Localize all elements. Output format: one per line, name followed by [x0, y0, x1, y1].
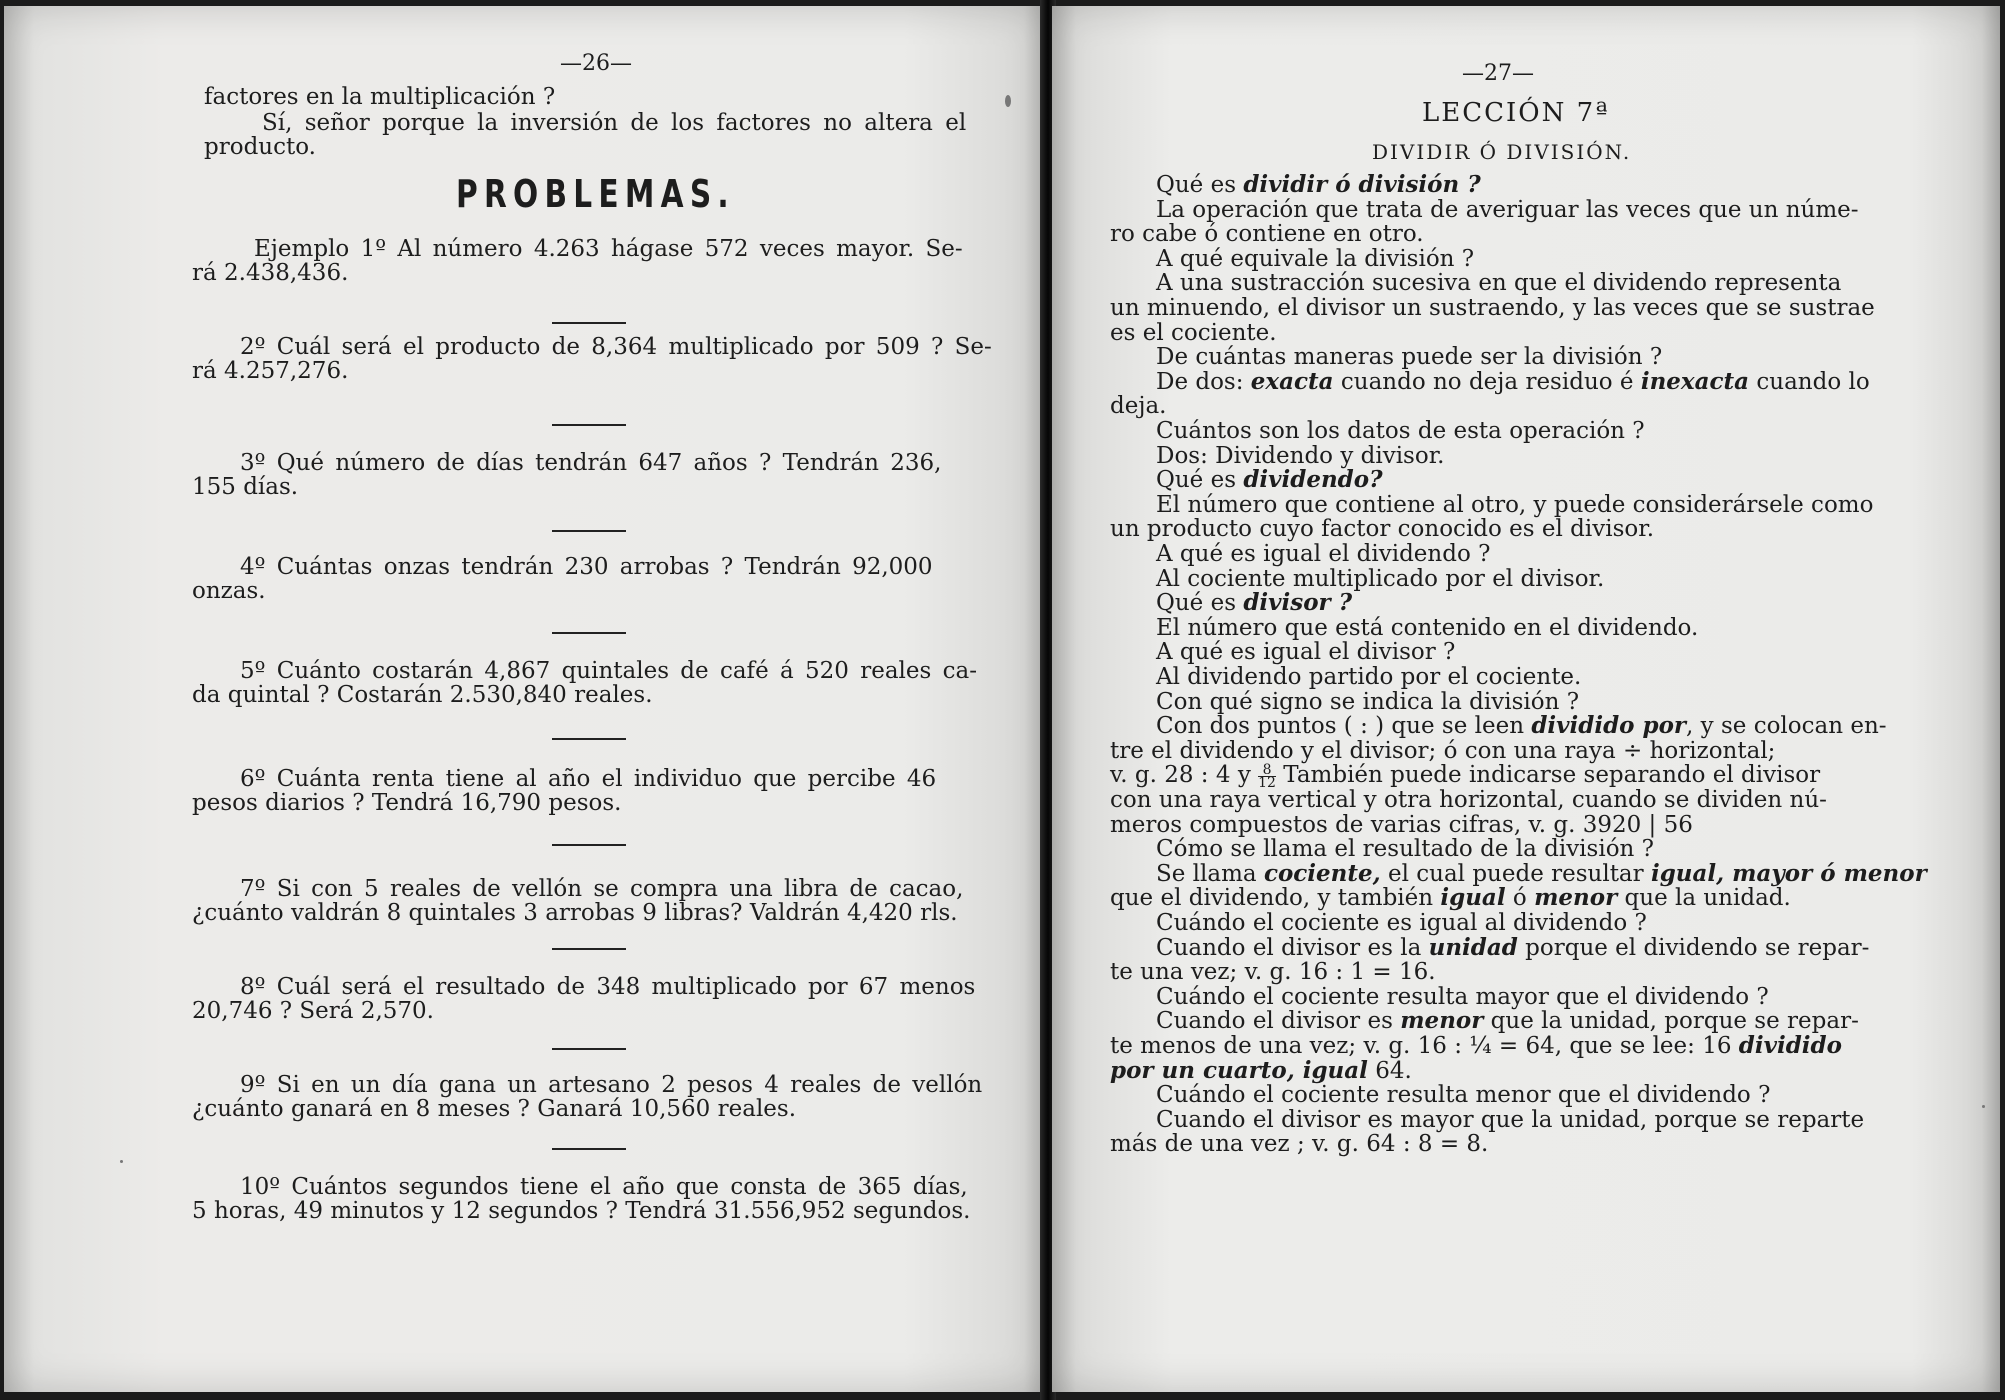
emphasis-text: igual, mayor ó menor — [1650, 860, 1927, 887]
emphasis-text: dividido — [1738, 1032, 1842, 1059]
problem-line: rá 4.257,276. — [192, 358, 349, 384]
body-text: También puede indicarse separando el divisor — [1275, 762, 1821, 788]
body-text: Qué es — [1156, 172, 1244, 198]
body-text: Cómo se llama el resultado de la división ? — [1156, 836, 1655, 862]
body-text: Cuando el divisor es mayor que la unidad, porque se reparte — [1156, 1107, 1865, 1133]
emphasis-text: menor — [1534, 884, 1618, 911]
body-text: Con dos puntos ( : ) que se leen — [1156, 713, 1532, 739]
emphasis-text: por un cuarto, igual — [1110, 1057, 1368, 1084]
lesson-line — [1156, 344, 1662, 370]
separator-rule — [552, 844, 626, 846]
lesson-line — [1156, 713, 1887, 739]
emphasis-text: exacta — [1250, 368, 1334, 395]
lesson-title: LECCIÓN 7ª — [1422, 98, 1610, 128]
problem-line: rá 2.438,436. — [192, 260, 349, 286]
problem-line: da quintal ? Costarán 2.530,840 reales. — [192, 682, 653, 708]
lesson-line — [1110, 221, 1424, 247]
body-text: Cuando el divisor es la — [1156, 935, 1429, 961]
body-text: v. g. 28 : 4 y — [1110, 762, 1259, 788]
fraction-denominator: 12 — [1258, 774, 1276, 791]
body-text: A qué es igual el dividendo ? — [1156, 541, 1491, 567]
body-text: más de una vez ; v. g. 64 : 8 = 8. — [1110, 1131, 1489, 1157]
body-text: A una sustracción sucesiva en que el dividendo representa — [1156, 270, 1842, 296]
problem-line: ¿cuánto ganará en 8 meses ? Ganará 10,560 reales. — [192, 1096, 797, 1122]
body-text: A qué equivale la división ? — [1156, 246, 1475, 272]
problem-line: Ejemplo 1º Al número 4.263 hágase 572 veces mayor. Se- — [254, 236, 963, 262]
lesson-line — [1156, 910, 1647, 936]
body-text: Al dividendo partido por el cociente. — [1156, 664, 1582, 690]
problem-line: 7º Si con 5 reales de vellón se compra una libra de cacao, — [240, 876, 964, 902]
lesson-line — [1156, 566, 1604, 592]
lesson-line — [1110, 885, 1791, 911]
lesson-line — [1156, 197, 1859, 223]
lesson-line — [1156, 270, 1841, 296]
lesson-line — [1110, 762, 1820, 789]
text-line: producto. — [204, 134, 316, 160]
lesson-line — [1156, 836, 1654, 862]
body-text: La operación que trata de averiguar las veces que un núme- — [1156, 197, 1859, 223]
lesson-line — [1110, 295, 1875, 321]
fraction-numerator: 8 — [1258, 764, 1276, 777]
scan-speck — [1005, 95, 1011, 107]
lesson-line — [1156, 1082, 1770, 1108]
body-text: que el dividendo, y también — [1110, 885, 1441, 911]
body-text: deja. — [1110, 393, 1167, 419]
text-line: factores en la multiplicación ? — [204, 84, 556, 110]
body-text: cuando no deja residuo é — [1333, 369, 1641, 395]
problem-line: pesos diarios ? Tendrá 16,790 pesos. — [192, 790, 622, 816]
problem-line: 20,746 ? Será 2,570. — [192, 998, 434, 1024]
lesson-line — [1156, 467, 1383, 493]
separator-rule — [552, 948, 626, 950]
lesson-line — [1156, 664, 1581, 690]
lesson-line — [1156, 492, 1873, 518]
body-text: 64. — [1367, 1058, 1412, 1084]
lesson-subtitle: DIVIDIR Ó DIVISIÓN. — [1372, 140, 1632, 164]
body-text: con una raya vertical y otra horizontal, cuando se dividen nú- — [1110, 787, 1827, 813]
problem-line: ¿cuánto valdrán 8 quintales 3 arrobas 9 libras? Valdrán 4,420 rls. — [192, 900, 958, 926]
scan-speck — [1982, 1105, 1985, 1108]
problem-line: 6º Cuánta renta tiene al año el individuo que percibe 46 — [240, 766, 937, 792]
body-text: te una vez; v. g. 16 : 1 = 16. — [1110, 959, 1436, 985]
page-number: —27— — [1462, 61, 1534, 86]
emphasis-text: inexacta — [1640, 368, 1750, 395]
body-text: De cuántas maneras puede ser la división ? — [1156, 344, 1663, 370]
body-text: un producto cuyo factor conocido es el divisor. — [1110, 516, 1655, 542]
emphasis-text: cociente, — [1263, 860, 1381, 887]
emphasis-text: menor — [1400, 1007, 1484, 1034]
separator-rule — [552, 424, 626, 426]
body-text: que la unidad, porque se repar- — [1483, 1008, 1859, 1034]
body-text: Se llama — [1156, 861, 1264, 887]
body-text: meros compuestos de varias cifras, v. g. 3920 | 56 — [1110, 812, 1693, 838]
body-text: Cuándo el cociente es igual al dividendo ? — [1156, 910, 1647, 936]
emphasis-text: igual — [1440, 884, 1506, 911]
body-text: Dos: Dividendo y divisor. — [1156, 443, 1445, 469]
lesson-line — [1110, 1131, 1488, 1157]
body-text: De dos: — [1156, 369, 1251, 395]
body-text: un minuendo, el divisor un sustraendo, y las veces que se sustrae — [1110, 295, 1875, 321]
problem-line: 9º Si en un día gana un artesano 2 pesos 4 reales de vellón — [240, 1072, 983, 1098]
body-text: porque el dividendo se repar- — [1517, 935, 1870, 961]
body-text: Con qué signo se indica la división ? — [1156, 689, 1580, 715]
body-text: El número que contiene al otro, y puede considerársele como — [1156, 492, 1874, 518]
lesson-line — [1110, 812, 1693, 838]
body-text: que la unidad. — [1617, 885, 1791, 911]
lesson-line — [1156, 639, 1455, 665]
body-text: el cual puede resultar — [1380, 861, 1651, 887]
body-text: te menos de una vez; v. g. 16 : ¼ = 64, que se lee: 16 — [1110, 1033, 1739, 1059]
body-text: Qué es — [1156, 590, 1244, 616]
lesson-line — [1156, 172, 1481, 198]
problem-line: 155 días. — [192, 474, 299, 500]
lesson-line — [1156, 1107, 1864, 1133]
problem-line: 3º Qué número de días tendrán 647 años ? Tendrán 236, — [240, 450, 942, 476]
lesson-line — [1156, 935, 1869, 961]
body-text: Al cociente multiplicado por el divisor. — [1156, 566, 1605, 592]
lesson-line — [1110, 516, 1654, 542]
separator-rule — [552, 632, 626, 634]
lesson-line — [1110, 393, 1167, 419]
problem-line: 5 horas, 49 minutos y 12 segundos ? Tendrá 31.556,952 segundos. — [192, 1198, 971, 1224]
body-text: A qué es igual el divisor ? — [1156, 639, 1456, 665]
body-text: Qué es — [1156, 467, 1244, 493]
lesson-line — [1156, 689, 1579, 715]
lesson-line — [1110, 1033, 1842, 1059]
body-text: ó — [1505, 885, 1535, 911]
body-text: es el cociente. — [1110, 320, 1277, 346]
body-text: Cuándo el cociente resulta mayor que el dividendo ? — [1156, 984, 1769, 1010]
body-text: Cuándo el cociente resulta menor que el dividendo ? — [1156, 1082, 1771, 1108]
body-text: , y se colocan en- — [1686, 713, 1887, 739]
emphasis-text: dividido por — [1531, 712, 1687, 739]
body-text: cuando lo — [1749, 369, 1870, 395]
page-number: —26— — [560, 51, 632, 76]
separator-rule — [552, 1048, 626, 1050]
body-text: tre el dividendo y el divisor; ó con una raya ÷ horizontal; — [1110, 738, 1776, 764]
lesson-line — [1110, 959, 1436, 985]
text-line: Sí, señor porque la inversión de los factores no altera el — [262, 110, 967, 136]
scan-speck — [120, 1160, 123, 1163]
lesson-line — [1156, 1008, 1859, 1034]
body-text: Cuando el divisor es — [1156, 1008, 1401, 1034]
separator-rule — [552, 322, 626, 324]
lesson-line — [1110, 1058, 1412, 1084]
lesson-line — [1156, 541, 1490, 567]
problem-line: onzas. — [192, 578, 266, 604]
lesson-line — [1110, 320, 1277, 346]
lesson-line — [1156, 246, 1474, 272]
separator-rule — [552, 1148, 626, 1150]
problem-line: 10º Cuántos segundos tiene el año que consta de 365 días, — [240, 1174, 968, 1200]
fraction — [1258, 761, 1276, 791]
separator-rule — [552, 738, 626, 740]
emphasis-text: dividir ó división ? — [1243, 171, 1481, 198]
body-text: ro cabe ó contiene en otro. — [1110, 221, 1424, 247]
lesson-line — [1156, 369, 1870, 395]
emphasis-text: divisor ? — [1243, 589, 1353, 616]
lesson-line — [1156, 590, 1352, 616]
body-text: Cuántos son los datos de esta operación ? — [1156, 418, 1645, 444]
problem-line: 2º Cuál será el producto de 8,364 multiplicado por 509 ? Se- — [240, 334, 992, 360]
lesson-line — [1110, 787, 1827, 813]
problem-line: 8º Cuál será el resultado de 348 multiplicado por 67 menos — [240, 974, 976, 1000]
lesson-line — [1156, 418, 1645, 444]
lesson-line — [1156, 615, 1698, 641]
right-page — [1052, 6, 2000, 1392]
emphasis-text: dividendo? — [1243, 466, 1383, 493]
separator-rule — [552, 530, 626, 532]
body-text: El número que está contenido en el dividendo. — [1156, 615, 1699, 641]
problem-line: 5º Cuánto costarán 4,867 quintales de café á 520 reales ca- — [240, 658, 977, 684]
left-page — [4, 6, 1044, 1392]
emphasis-text: unidad — [1428, 934, 1518, 961]
lesson-line — [1110, 738, 1775, 764]
problem-line: 4º Cuántas onzas tendrán 230 arrobas ? Tendrán 92,000 — [240, 554, 933, 580]
section-heading: PROBLEMAS. — [456, 172, 735, 216]
